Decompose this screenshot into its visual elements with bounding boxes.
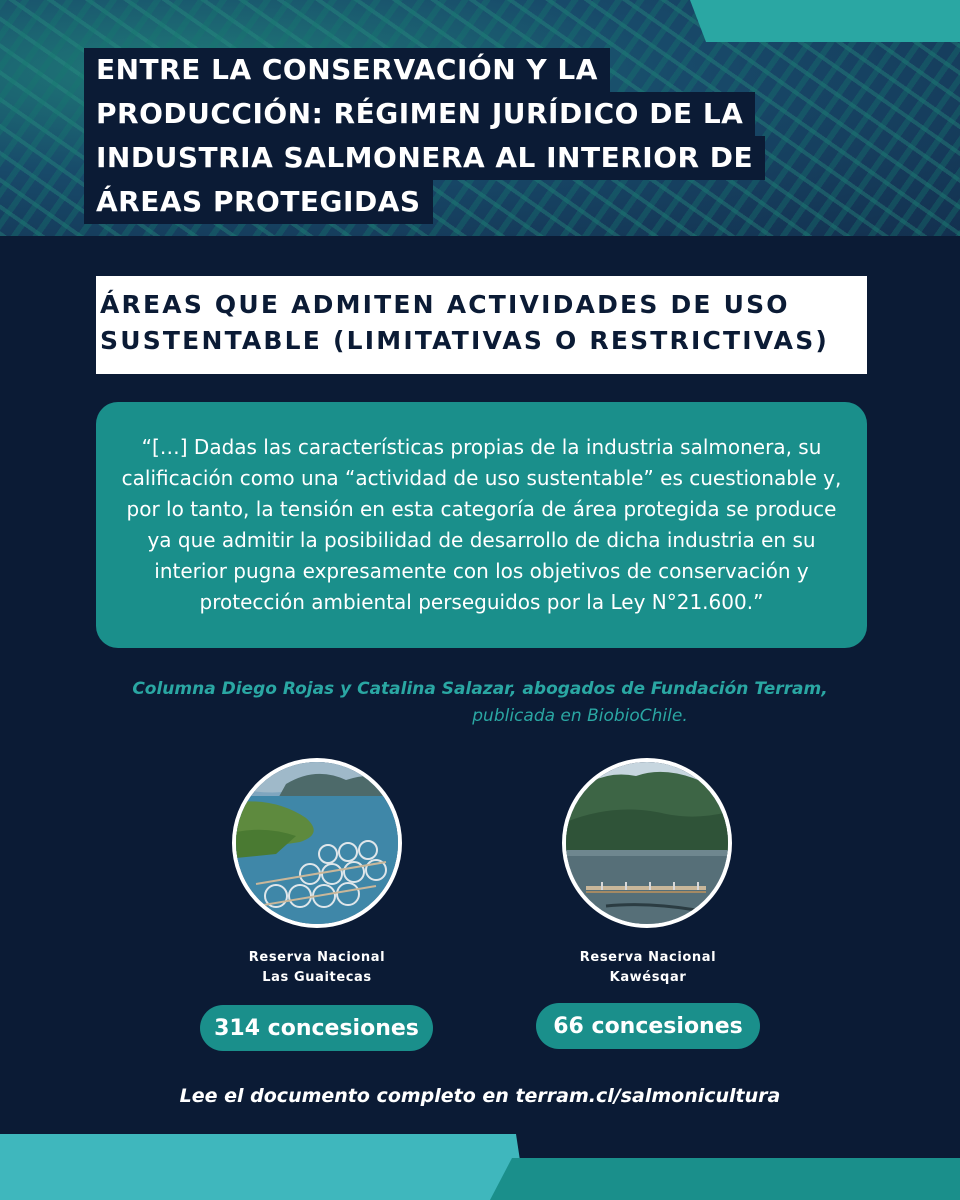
title-line: ENTRE LA CONSERVACIÓN Y LA (84, 48, 610, 92)
footer-shape-right (490, 1158, 960, 1200)
reserve-label-line: Las Guaitecas (262, 970, 372, 985)
subtitle-line: ÁREAS QUE ADMITEN ACTIVIDADES DE USO (100, 290, 790, 319)
credit-source: publicada en BiobioChile. (472, 706, 688, 726)
hero-accent-shape (690, 0, 960, 42)
salmon-farm-photo (236, 762, 398, 924)
footer-shape-left (0, 1134, 526, 1200)
reserve-label-line: Kawésqar (609, 970, 687, 985)
photo-kawesqar (562, 758, 732, 928)
title-line: INDUSTRIA SALMONERA AL INTERIOR DE (84, 136, 765, 180)
salmon-farm-photo (566, 762, 728, 924)
quote-text: “[…] Dadas las características propias de la industria salmonera, su calificación como una “actividad de uso sustentable” es cuestionable y, por lo tanto, la tensión en esta categoría de área protegida se produce ya que admitir la posibilidad de desarrollo de dicha industria en su interior pugna expresamente con los objetivos de conservación y protección ambiental perseguidos por la Ley N°21.600.” (121, 435, 842, 614)
reserve-label-guaitecas (197, 948, 437, 988)
call-to-action: Lee el documento completo en terram.cl/salmonicultura (179, 1085, 781, 1107)
reserve-label-line: Reserva Nacional (579, 950, 717, 965)
concessions-badge-kawesqar: 66 concesiones (536, 1003, 760, 1049)
quote-box (96, 402, 867, 648)
quote-credit (40, 676, 920, 730)
title-line: ÁREAS PROTEGIDAS (84, 180, 433, 224)
section-subtitle (96, 276, 867, 374)
page-title (84, 48, 765, 224)
photo-guaitecas (232, 758, 402, 928)
credit-authors: Columna Diego Rojas y Catalina Salazar, abogados de Fundación Terram, (132, 679, 828, 699)
reserve-label-line: Reserva Nacional (248, 950, 386, 965)
reserve-label-kawesqar (528, 948, 768, 988)
subtitle-line: SUSTENTABLE (LIMITATIVAS O RESTRICTIVAS) (100, 326, 830, 355)
title-line: PRODUCCIÓN: RÉGIMEN JURÍDICO DE LA (84, 92, 755, 136)
hero-banner (0, 0, 960, 236)
concessions-badge-guaitecas: 314 concesiones (200, 1005, 433, 1051)
